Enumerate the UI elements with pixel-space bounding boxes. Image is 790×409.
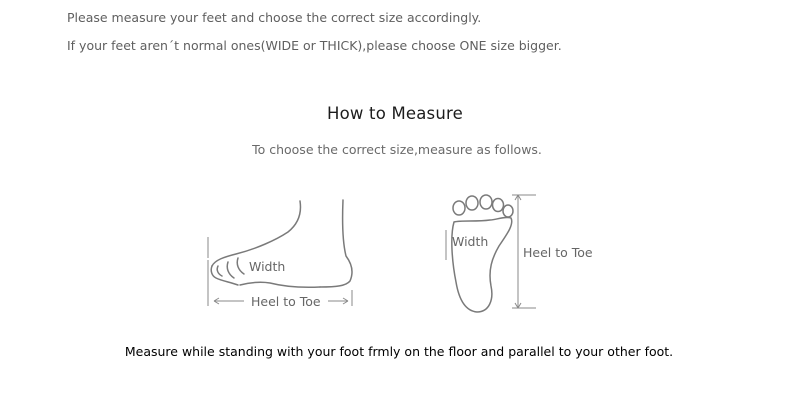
sole-width-label: Width <box>452 234 489 249</box>
sole-foot-illustration <box>452 195 513 312</box>
toe-line-2 <box>227 262 234 278</box>
intro-line-2: If your feet aren´t normal ones(WIDE or THICK),please choose ONE size bigger. <box>67 38 562 53</box>
sole-length-label: Heel to Toe <box>523 245 593 260</box>
toe-line-1 <box>217 266 222 276</box>
toe-line-3 <box>237 258 244 274</box>
toe-2 <box>466 196 478 210</box>
measure-instruction: Measure while standing with your foot frmly on the floor and parallel to your other foot. <box>124 344 674 359</box>
instep-outline <box>212 201 301 266</box>
toe-tips <box>211 266 238 285</box>
toe-3 <box>480 195 492 209</box>
page-title: How to Measure <box>327 104 463 123</box>
side-length-label: Heel to Toe <box>251 294 321 309</box>
intro-line-1: Please measure your feet and choose the correct size accordingly. <box>67 10 482 25</box>
sole-outline <box>240 282 320 287</box>
page-subtitle: To choose the correct size,measure as follows. <box>252 142 542 157</box>
heel-outline <box>320 200 352 287</box>
side-foot-illustration <box>211 200 352 287</box>
side-width-label: Width <box>249 259 286 274</box>
sole-outline <box>452 217 512 312</box>
toe-4 <box>493 199 504 212</box>
toe-1 <box>453 201 465 215</box>
toe-5 <box>503 205 513 217</box>
